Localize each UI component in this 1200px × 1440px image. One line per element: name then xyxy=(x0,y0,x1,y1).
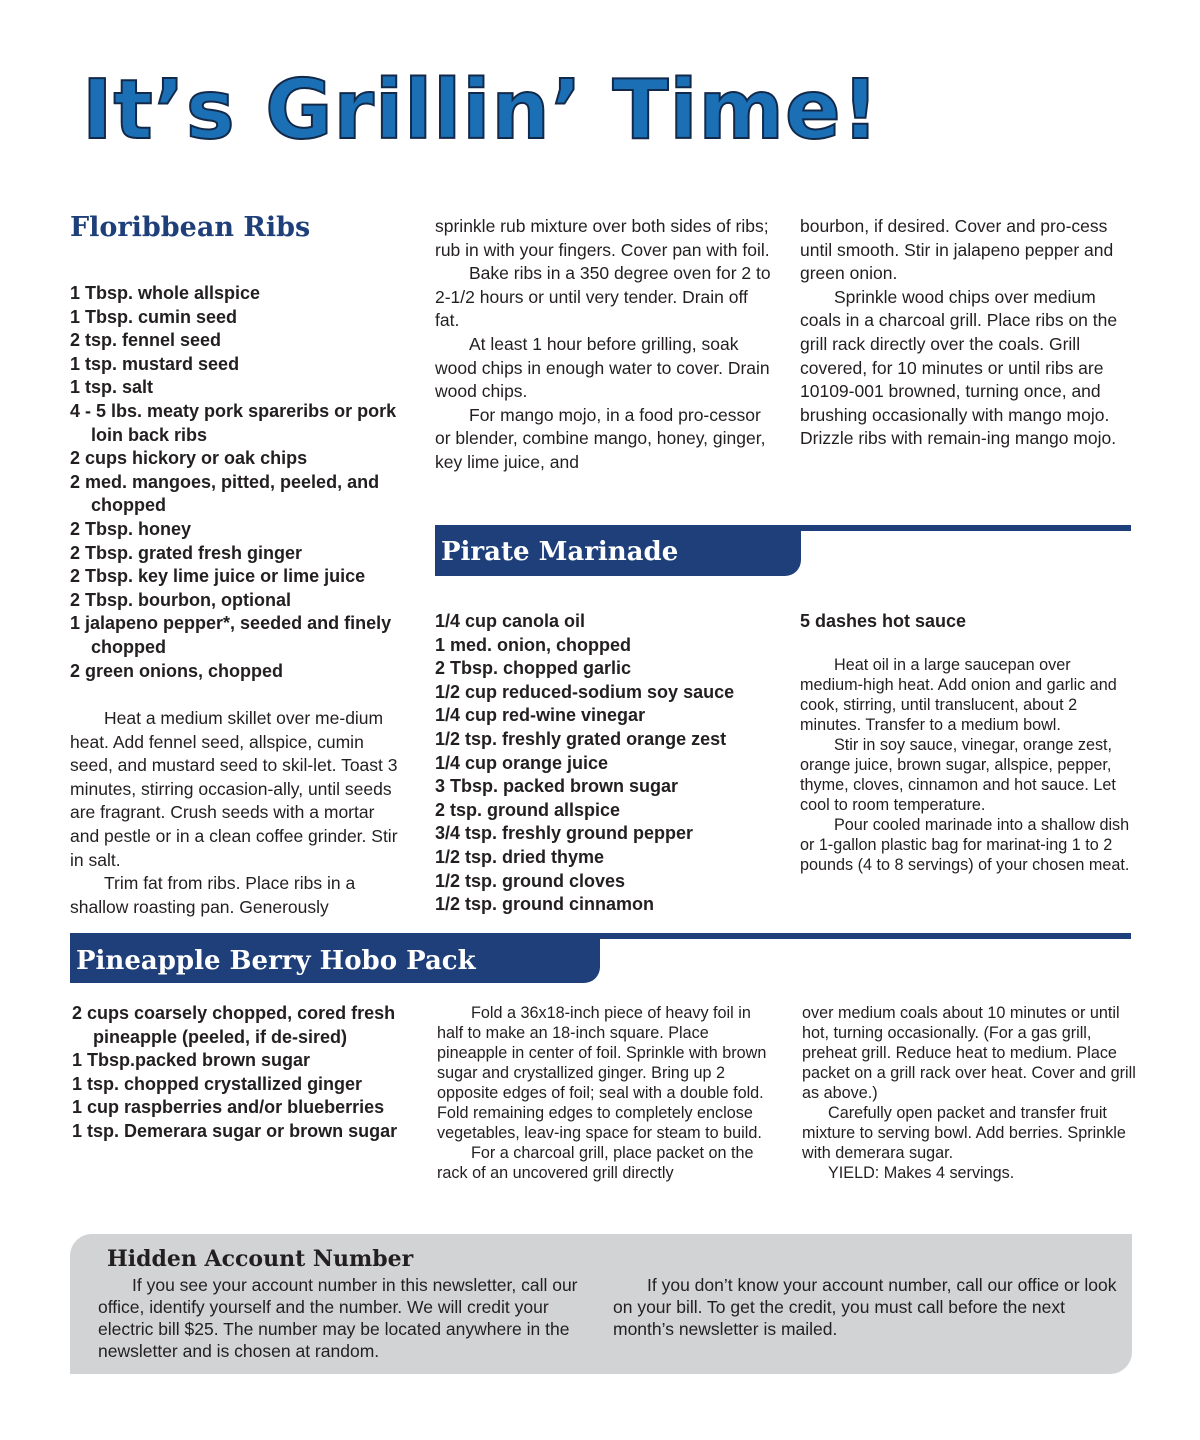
hidden-account-paragraph: If you see your account number in this newsletter, call our office, identify yourself and the number. We will credit your electric bill $25. The number may be located anywhere in the newsletter and is chosen at random. xyxy=(98,1275,578,1361)
floribbean-ingredients-list xyxy=(70,282,410,683)
hidden-account-heading: Hidden Account Number xyxy=(107,1246,414,1272)
ingredient-item: 1 cup raspberries and/or blueberries xyxy=(72,1097,385,1118)
ingredient-item: 2 cups coarsely chopped, cored fresh pineapple (peeled, if de-sired) xyxy=(72,1003,396,1047)
ingredient-item: 1 Tbsp. whole allspice xyxy=(70,283,261,303)
instruction-paragraph: Carefully open packet and transfer fruit mixture to serving bowl. Add berries. Sprinkle with demerara sugar. xyxy=(802,1104,1126,1162)
ingredient-item: 1/2 tsp. freshly grated orange zest xyxy=(435,728,727,749)
instruction-paragraph: Heat oil in a large saucepan over medium-high heat. Add onion and garlic and cook, stirring, until translucent, about 2 minutes. Transfer to a medium bowl. xyxy=(800,656,1117,734)
ingredient-item: 1 Tbsp. cumin seed xyxy=(70,306,238,327)
ingredient-item: 1 med. onion, chopped xyxy=(435,634,632,655)
ingredient-item: 1/2 tsp. dried thyme xyxy=(435,846,605,867)
ingredient-item: 1/4 cup red-wine vinegar xyxy=(435,705,646,726)
ingredient-item: 3 Tbsp. packed brown sugar xyxy=(435,776,679,797)
ingredient-item: 1 tsp. mustard seed xyxy=(70,353,240,374)
ingredient-item: 2 med. mangoes, pitted, peeled, and chopped xyxy=(70,471,380,516)
ingredient-item: 1/4 cup canola oil xyxy=(435,611,586,631)
ingredient-item: 3/4 tsp. freshly ground pepper xyxy=(435,823,694,844)
hobo-instructions-col3 xyxy=(802,1003,1142,1183)
ingredient-item: 2 cups hickory or oak chips xyxy=(70,448,308,469)
instruction-paragraph: At least 1 hour before grilling, soak wood chips in enough water to cover. Drain wood chips. xyxy=(435,333,770,402)
ingredient-item: 1 Tbsp.packed brown sugar xyxy=(72,1050,311,1071)
hobo-instructions-col2 xyxy=(437,1003,777,1183)
hidden-account-right-text xyxy=(613,1274,1118,1340)
ingredient-item: 1/2 tsp. ground cinnamon xyxy=(435,894,655,915)
ingredient-item: 4 - 5 lbs. meaty pork spareribs or pork loin back ribs xyxy=(70,400,397,445)
ingredient-item: 2 Tbsp. honey xyxy=(70,518,192,539)
instruction-paragraph: For mango mojo, in a food pro-cessor or blender, combine mango, honey, ginger, key lime juice, and xyxy=(435,404,766,472)
page-title: It’s Grillin’ Time! xyxy=(82,63,880,158)
ingredient-item: 2 Tbsp. grated fresh ginger xyxy=(70,542,303,563)
ingredient-item: 1/2 tsp. ground cloves xyxy=(435,870,626,891)
floribbean-instructions-col3 xyxy=(800,215,1130,451)
ingredient-item: 2 tsp. ground allspice xyxy=(435,799,621,820)
pirate-instructions xyxy=(800,655,1135,875)
pirate-ingredients-list xyxy=(435,610,785,917)
ingredient-item: 2 Tbsp. bourbon, optional xyxy=(70,589,291,610)
instruction-paragraph: Pour cooled marinade into a shallow dish or 1-gallon plastic bag for marinat-ing 1 to 2 pounds (4 to 8 servings) of your chosen meat. xyxy=(800,816,1130,874)
floribbean-instructions-col1 xyxy=(70,707,400,919)
ingredient-item: 2 tsp. fennel seed xyxy=(70,330,222,351)
instruction-paragraph: bourbon, if desired. Cover and pro-cess until smooth. Stir in jalapeno pepper and green onion. xyxy=(800,216,1114,284)
ingredient-item: 1 jalapeno pepper*, seeded and finely chopped xyxy=(70,613,392,657)
pirate-extra-ingredient: 5 dashes hot sauce xyxy=(800,611,967,631)
instruction-paragraph: Fold a 36x18-inch piece of heavy foil in half to make an 18-inch square. Place pineapple in center of foil. Sprinkle with brown sugar and crystallized ginger. Bring up 2 opposite edges of foil; seal with a double fold. Fold remaining edges to completely enclose vegetables, leav-ing space for steam to build. xyxy=(437,1004,767,1142)
pirate-marinade-heading: Pirate Marinade xyxy=(435,525,801,576)
ingredient-item: 1/4 cup orange juice xyxy=(435,752,609,773)
instruction-paragraph: over medium coals about 10 minutes or until hot, turning occasionally. (For a gas grill, preheat grill. Reduce heat to medium. Place packet on a grill rack over heat. Cover and grill as above.) xyxy=(802,1004,1136,1102)
hobo-ingredients-list xyxy=(72,1002,417,1144)
hobo-pack-heading: Pineapple Berry Hobo Pack xyxy=(70,933,600,983)
ingredient-item: 2 Tbsp. key lime juice or lime juice xyxy=(70,566,366,587)
instruction-paragraph: Heat a medium skillet over me-dium heat. Add fennel seed, allspice, cumin seed, and mustard seed to skil-let. Toast 3 minutes, stirring occasion-ally, until seeds are fragrant. Crush seeds with a mortar and pestle or in a clean coffee grinder. Stir in salt. xyxy=(70,708,398,870)
ingredient-item: 1 tsp. chopped crystallized ginger xyxy=(72,1073,363,1094)
instruction-paragraph: sprinkle rub mixture over both sides of ribs; rub in with your fingers. Cover pan with foil. xyxy=(435,216,770,260)
instruction-paragraph: Trim fat from ribs. Place ribs in a shallow roasting pan. Generously xyxy=(70,873,356,917)
instruction-paragraph: Sprinkle wood chips over medium coals in a charcoal grill. Place ribs on the grill rack directly over the coals. Grill covered, for 10 minutes or until ribs are 10109-001 browned, turning once, and brushing occasionally with mango mojo. Drizzle ribs with remain-ing mango mojo. xyxy=(800,286,1118,449)
instruction-paragraph: Bake ribs in a 350 degree oven for 2 to 2-1/2 hours or until very tender. Drain off fat. xyxy=(435,263,771,331)
instruction-paragraph: For a charcoal grill, place packet on the rack of an uncovered grill directly xyxy=(437,1144,754,1182)
ingredient-item: 1 tsp. salt xyxy=(70,377,154,398)
ingredient-item: 2 green onions, chopped xyxy=(70,660,284,681)
ingredient-item: 2 Tbsp. chopped garlic xyxy=(435,658,632,679)
floribbean-instructions-col2 xyxy=(435,215,775,475)
instruction-paragraph: YIELD: Makes 4 servings. xyxy=(828,1164,1015,1182)
hidden-account-paragraph: If you don’t know your account number, call our office or look on your bill. To get the credit, you must call before the next month’s newsletter is mailed. xyxy=(613,1275,1117,1339)
hidden-account-left-text xyxy=(98,1274,588,1362)
instruction-paragraph: Stir in soy sauce, vinegar, orange zest, orange juice, brown sugar, allspice, pepper, thyme, cloves, cinnamon and hot sauce. Let cool to room temperature. xyxy=(800,736,1116,814)
ingredient-item: 1 tsp. Demerara sugar or brown sugar xyxy=(72,1120,398,1141)
floribbean-ribs-heading: Floribbean Ribs xyxy=(70,212,311,243)
ingredient-item: 1/2 cup reduced-sodium soy sauce xyxy=(435,681,735,702)
